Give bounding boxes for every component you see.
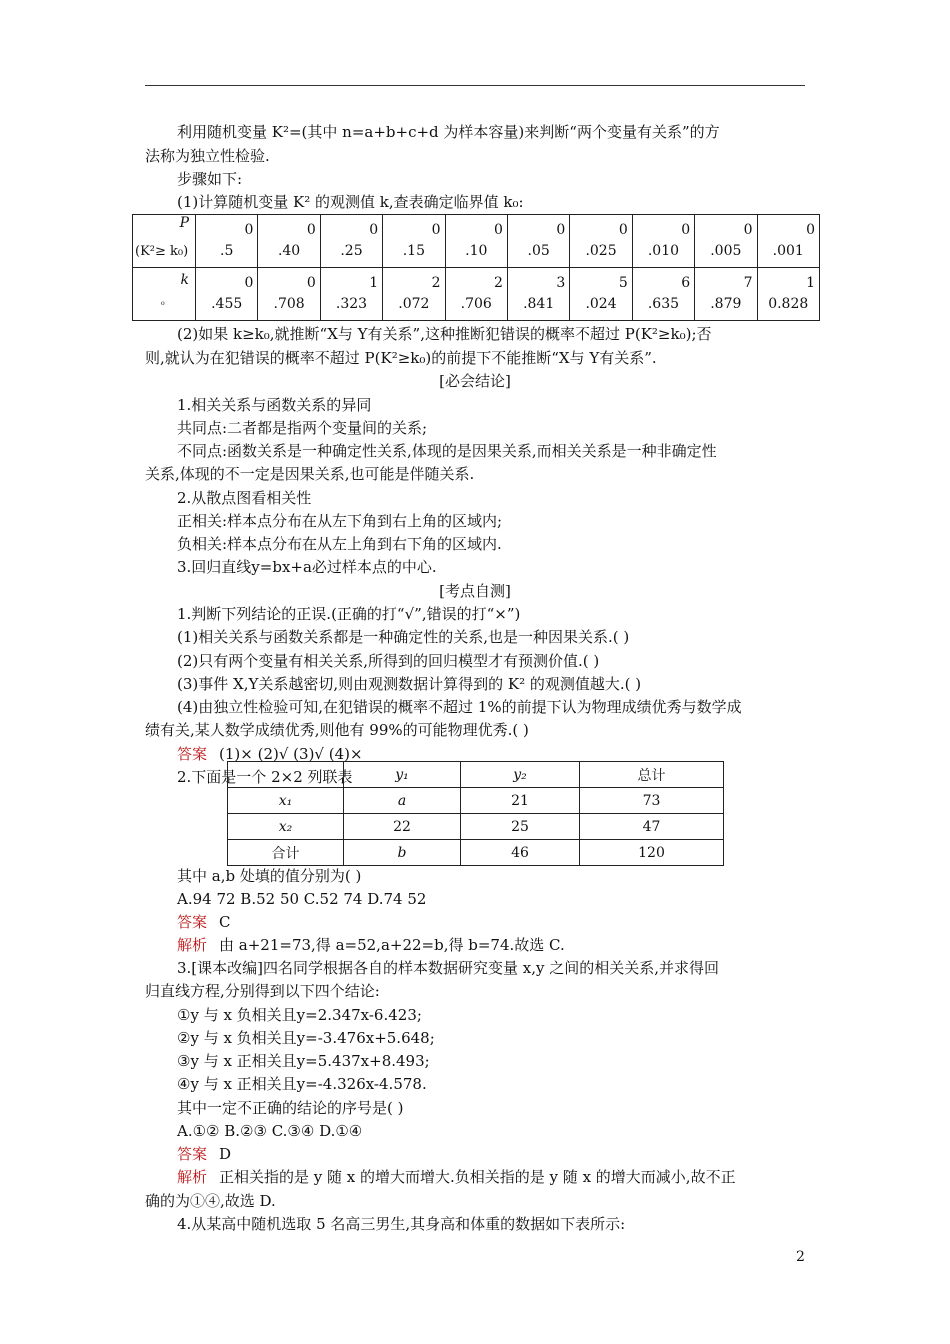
bihui-line: 正相关:样本点分布在从左下角到右上角的区域内; (177, 512, 503, 530)
question-3-line-2: 归直线方程,分别得到以下四个结论: (145, 982, 380, 1000)
k-cell: 1 0.828 (757, 268, 819, 321)
bihui-line: 2.从散点图看相关性 (177, 489, 312, 507)
k-cell: 6 .635 (632, 268, 694, 321)
question-3-item: ①y 与 x 负相关且y=2.347x-6.423; (177, 1006, 422, 1024)
p-header-top: P (179, 215, 189, 231)
table-row: y₁ y₂ 总计 (228, 762, 724, 788)
question-3-line-1: 3.[课本改编]四名同学根据各自的样本数据研究变量 x,y 之间的相关关系,并求得回 (177, 959, 720, 977)
answer-label: 答案 (177, 745, 208, 763)
p-cell: 0 .5 (196, 215, 258, 268)
steps-heading: 步骤如下: (177, 170, 243, 188)
section-title-kaodian: [考点自测] (439, 582, 511, 600)
analysis-text: 正相关指的是 y 随 x 的增大而增大.负相关指的是 y 随 x 的增大而减小,故不正 (219, 1168, 736, 1186)
question-1-item: (1)相关关系与函数关系都是一种确定性的关系,也是一种因果关系.( ) (177, 628, 630, 646)
analysis-2 (177, 935, 565, 955)
question-3-item: ④y 与 x 正相关且y=-4.326x-4.578. (177, 1075, 427, 1093)
answer-label: 答案 (177, 913, 208, 931)
question-1-item: (3)事件 X,Y关系越密切,则由观测数据计算得到的 K² 的观测值越大.( ) (177, 675, 642, 693)
table-row: 合计 b 46 120 (228, 840, 724, 866)
step-1: (1)计算随机变量 K² 的观测值 k,查表确定临界值 k₀: (177, 193, 524, 211)
analysis-3-cont: 确的为①④,故选 D. (145, 1192, 276, 1210)
p-cell: 0 .40 (258, 215, 320, 268)
question-3-item: ②y 与 x 负相关且y=-3.476x+5.648; (177, 1029, 435, 1047)
p-cell: 0 .010 (632, 215, 694, 268)
k-header-top: k (180, 272, 189, 288)
analysis-3 (177, 1167, 736, 1187)
critical-value-table (132, 214, 820, 321)
k-cell: 3 .841 (507, 268, 569, 321)
bihui-line: 负相关:样本点分布在从左上角到右下角的区域内. (177, 535, 502, 553)
table-row: x₂ 22 25 47 (228, 814, 724, 840)
answer-text: (1)× (2)√ (3)√ (4)× (219, 745, 363, 763)
p-cell: 0 .005 (695, 215, 757, 268)
analysis-label: 解析 (177, 936, 208, 954)
p-cell: 0 .001 (757, 215, 819, 268)
intro-line-1: 利用随机变量 K²=(其中 n=a+b+c+d 为样本容量)来判断“两个变量有关系”的方 (177, 123, 720, 141)
p-header-bottom: (K²≥ k₀) (135, 244, 189, 259)
answer-2 (177, 912, 231, 932)
question-3-ask: 其中一定不正确的结论的序号是( ) (177, 1099, 404, 1117)
k-row (133, 268, 820, 321)
answer-text: C (219, 913, 231, 931)
bihui-line: 共同点:二者都是指两个变量间的关系; (177, 419, 428, 437)
bihui-line: 1.相关关系与函数关系的异同 (177, 396, 372, 414)
answer-text: D (219, 1145, 232, 1163)
question-2-after: 其中 a,b 处填的值分别为( ) (177, 867, 362, 885)
question-2-options: A.94 72 B.52 50 C.52 74 D.74 52 (177, 890, 427, 908)
header-rule (145, 85, 805, 86)
p-cell: 0 .025 (570, 215, 632, 268)
intro-line-2: 法称为独立性检验. (145, 147, 270, 165)
section-title-bihui: [必会结论] (439, 372, 511, 390)
step-2-line-1: (2)如果 k≥k₀,就推断“X与 Y有关系”,这种推断犯错误的概率不超过 P(K²≥k₀);否 (177, 325, 712, 343)
k-cell: 0 .708 (258, 268, 320, 321)
question-2: 2.下面是一个 2×2 列联表 (177, 768, 353, 786)
analysis-label: 解析 (177, 1168, 208, 1186)
question-1: 1.判断下列结论的正误.(正确的打“√”,错误的打“×”) (177, 605, 521, 623)
analysis-text: 由 a+21=73,得 a=52,a+22=b,得 b=74.故选 C. (219, 936, 565, 954)
step-2-line-2: 则,就认为在犯错误的概率不超过 P(K²≥k₀)的前提下不能推断“X与 Y有关系”. (145, 349, 657, 367)
p-cell: 0 .05 (507, 215, 569, 268)
contingency-table (227, 761, 724, 866)
question-3-options: A.①② B.②③ C.③④ D.①④ (177, 1122, 363, 1140)
question-3-item: ③y 与 x 正相关且y=5.437x+8.493; (177, 1052, 430, 1070)
question-1-item: (2)只有两个变量有相关关系,所得到的回归模型才有预测价值.( ) (177, 652, 600, 670)
answer-label: 答案 (177, 1145, 208, 1163)
bihui-line: 3.回归直线y=bx+a必过样本点的中心. (177, 558, 437, 576)
p-row (133, 215, 820, 268)
k-cell: 2 .072 (383, 268, 445, 321)
answer-3 (177, 1144, 231, 1164)
page-number: 2 (796, 1249, 805, 1265)
p-cell: 0 .15 (383, 215, 445, 268)
question-4: 4.从某高中随机选取 5 名高三男生,其身高和体重的数据如下表所示: (177, 1215, 626, 1233)
k-cell: 7 .879 (695, 268, 757, 321)
k-header-bottom: ₀ (161, 298, 165, 308)
k-cell: 0 .455 (196, 268, 258, 321)
bihui-line: 不同点:函数关系是一种确定性关系,体现的是因果关系,而相关关系是一种非确定性 (177, 442, 717, 460)
p-cell: 0 .10 (445, 215, 507, 268)
question-1-item: 绩有关,某人数学成绩优秀,则他有 99%的可能物理优秀.( ) (145, 721, 529, 739)
bihui-line: 关系,体现的不一定是因果关系,也可能是伴随关系. (145, 465, 475, 483)
k-cell: 5 .024 (570, 268, 632, 321)
p-header-cell (133, 215, 196, 268)
table-row: x₁ a 21 73 (228, 788, 724, 814)
k-cell: 2 .706 (445, 268, 507, 321)
k-cell: 1 .323 (320, 268, 382, 321)
p-cell: 0 .25 (320, 215, 382, 268)
k-header-cell (133, 268, 196, 321)
question-1-item: (4)由独立性检验可知,在犯错误的概率不超过 1%的前提下认为物理成绩优秀与数学成 (177, 698, 742, 716)
